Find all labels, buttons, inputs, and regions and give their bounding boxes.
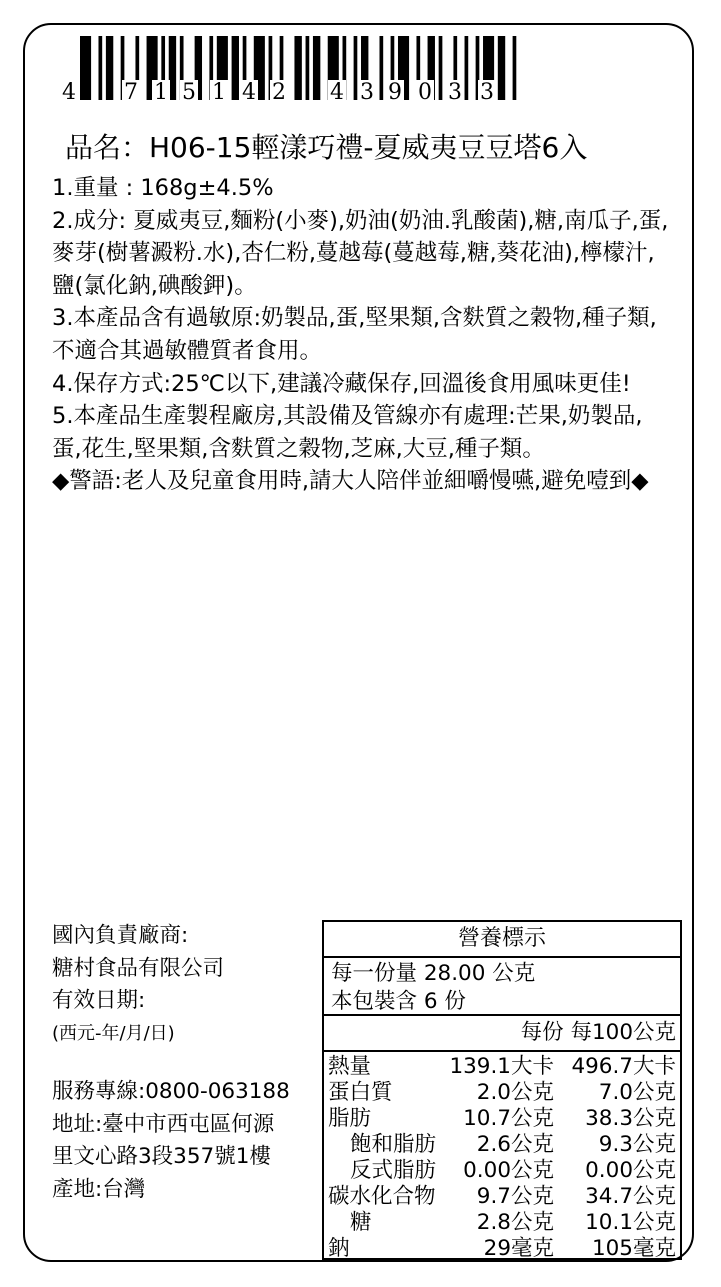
per-100g-value: 9.3公克 [598,1132,676,1157]
per-serving-value: 9.7公克 [476,1184,554,1209]
per-100g-value: 0.00公克 [585,1158,676,1183]
barcode-digit: 5 [182,80,196,105]
manufacturer-label: 國內負責廠商: [52,923,189,948]
column-header: 每份 每100公克 [324,1016,680,1052]
warning-line: ◆警語:老人及兒童食用時,請大人陪伴並細嚼慢嚥,避免噎到◆ [52,468,649,495]
nutrient-name: 脂肪 [328,1106,372,1131]
nutrition-row [324,1106,680,1132]
per-serving-value: 29毫克 [483,1236,554,1261]
servings-per-pack: 本包裝含 6 份 [331,989,466,1014]
serving-size: 每一份量 28.00 公克 [331,961,536,986]
nutrient-name: 鈉 [328,1236,350,1261]
nutrient-name: 反式脂肪 [350,1158,437,1183]
barcode-digit: 3 [360,80,374,105]
barcode-digits [60,80,510,106]
barcode-digit: 4 [330,80,344,105]
per-serving-value: 0.00公克 [463,1158,554,1183]
barcode-digit: 3 [480,80,494,105]
product-title: 品名：H06-15輕漾巧禮-夏威夷豆豆塔6入 [65,131,588,164]
product-details [52,172,670,498]
expiry-format: (西元-年/月/日) [52,1022,175,1044]
per-100g-value: 105毫克 [591,1236,676,1261]
weight-line: 1.重量 : 168g±4.5% [52,175,274,201]
barcode-bar [513,36,517,100]
nutrition-row [324,1184,680,1210]
service-hotline: 服務專線:0800-063188 [52,1079,290,1104]
per-serving-value: 2.0公克 [476,1080,554,1105]
per-100g-value: 38.3公克 [585,1106,676,1131]
nutrient-name: 蛋白質 [328,1080,393,1105]
nutrition-row [324,1054,680,1080]
nutrient-name: 飽和脂肪 [350,1132,437,1157]
nutrition-table [322,920,682,1260]
nutrition-row [324,1080,680,1106]
per-serving-value: 2.6公克 [476,1132,554,1157]
address-line-1: 地址:臺中市西屯區何源 [52,1111,275,1137]
nutrient-name: 碳水化合物 [328,1184,436,1209]
nutrition-row [324,1158,680,1184]
barcode-digit: 4 [62,80,76,105]
barcode-digit: 1 [212,80,226,105]
barcode-digit: 1 [154,80,168,105]
barcode-digit: 7 [124,80,138,105]
per-100g-value: 7.0公克 [598,1080,676,1105]
storage-line: 4.保存方式:25℃以下,建議冷藏保存,回溫後食用風味更佳! [52,370,631,397]
ingredients-line: 2.成分: 夏威夷豆,麵粉(小麥),奶油(奶油.乳酸菌),糖,南瓜子,蛋,麥芽(樹薯澱粉.水),杏仁粉,蔓越莓(蔓越莓,糖,葵花油),檸檬汁,鹽(氯化鈉,碘酸鉀)。 [52,207,669,299]
expiry-label: 有效日期: [52,988,146,1013]
barcode-digit: 2 [272,80,286,105]
barcode-digit: 9 [388,80,402,105]
per-100g-value: 34.7公克 [585,1184,676,1209]
origin: 產地:台灣 [52,1176,146,1202]
per-100g-value: 10.1公克 [585,1210,676,1235]
nutrition-title: 營養標示 [324,922,680,958]
nutrient-name: 糖 [350,1210,372,1235]
barcode-digit: 3 [448,80,462,105]
address-line-2: 里文心路3段357號1樓 [52,1144,271,1169]
per-serving-value: 2.8公克 [476,1210,554,1235]
manufacturer-info [52,920,290,1206]
facility-line: 5.本產品生產製程廠房,其設備及管線亦有處理:芒果,奶製品,蛋,花生,堅果類,含麩質之穀物,芝麻,大豆,種子類。 [52,403,643,462]
nutrition-rows [324,1052,680,1262]
per-serving-value: 10.7公克 [463,1106,554,1131]
serving-info [324,958,680,1016]
nutrition-row [324,1236,680,1262]
nutrient-name: 熱量 [328,1054,372,1079]
nutrition-row [324,1132,680,1158]
barcode-digit: 0 [418,80,432,105]
per-serving-value: 139.1大卡 [449,1054,554,1079]
spacer [52,1050,290,1076]
per-100g-value: 496.7大卡 [571,1054,676,1079]
allergen-line: 3.本產品含有過敏原:奶製品,蛋,堅果類,含麩質之穀物,種子類,不適合其過敏體質者食用。 [52,305,657,364]
nutrition-row [324,1210,680,1236]
manufacturer-name: 糖村食品有限公司 [52,955,225,981]
barcode-digit: 4 [242,80,256,105]
